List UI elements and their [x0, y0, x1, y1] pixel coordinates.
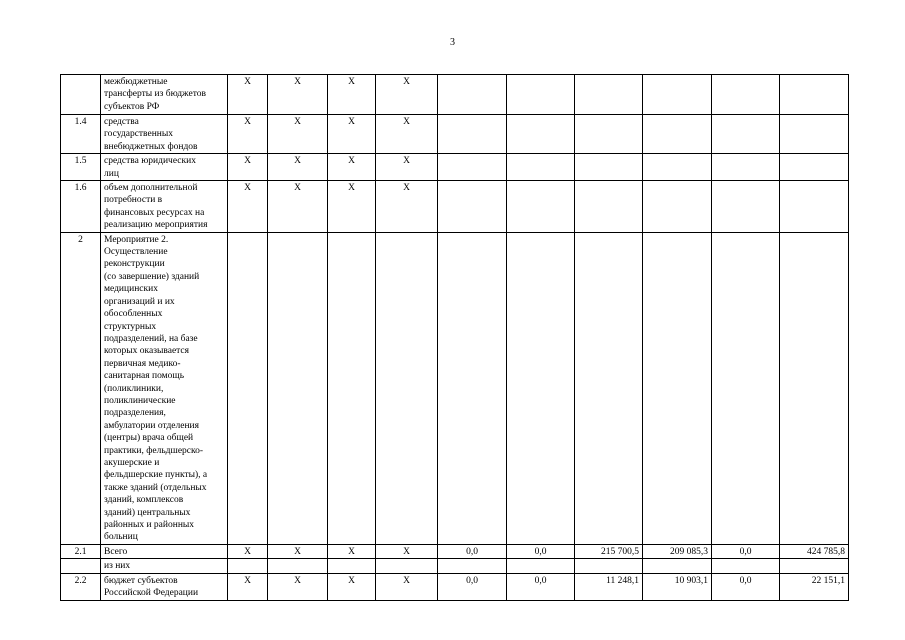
cell	[507, 115, 575, 154]
cell	[228, 232, 268, 544]
cell: X	[376, 181, 438, 233]
row-name: Мероприятие 2. Осуществление реконструкции (со завершение) зданий медицинских организаций и их обособленных структурных подразделений, на базе которых оказывается первичная медико- санитарная помощь (поликлиники, поликлинические подразделения, амбулатории отделения (центры) врача общей практики, фельдшерско- акушерские и фельдшерские пункты), а также зданий (отдельных зданий, комплексов зданий) центральных районных и районных больниц	[101, 232, 228, 544]
cell	[575, 75, 643, 115]
cell: X	[376, 154, 438, 181]
cell: 0,0	[438, 573, 507, 600]
cell: 22 151,1	[780, 573, 849, 600]
row-name: межбюджетные трансферты из бюджетов субъектов РФ	[101, 75, 228, 115]
cell	[507, 232, 575, 544]
cell	[575, 154, 643, 181]
page-number: 3	[450, 37, 455, 48]
table-row	[61, 573, 849, 600]
cell: X	[268, 544, 328, 558]
cell	[575, 181, 643, 233]
row-name: средства юридических лиц	[101, 154, 228, 181]
cell: X	[228, 154, 268, 181]
cell: X	[376, 573, 438, 600]
cell	[780, 232, 849, 544]
cell: X	[268, 115, 328, 154]
row-name: бюджет субъектов Российской Федерации	[101, 573, 228, 600]
row-number: 1.5	[61, 154, 101, 181]
cell	[712, 181, 780, 233]
cell	[328, 559, 376, 573]
cell	[643, 232, 712, 544]
cell: X	[328, 115, 376, 154]
cell	[575, 232, 643, 544]
table-row	[61, 232, 849, 544]
row-number: 1.6	[61, 181, 101, 233]
cell: X	[328, 544, 376, 558]
cell	[780, 559, 849, 573]
table-row	[61, 115, 849, 154]
cell	[643, 154, 712, 181]
cell	[507, 181, 575, 233]
cell	[438, 75, 507, 115]
row-name: из них	[101, 559, 228, 573]
cell: X	[228, 75, 268, 115]
row-number: 2.1	[61, 544, 101, 558]
cell: 0,0	[712, 544, 780, 558]
cell	[438, 559, 507, 573]
cell: X	[268, 154, 328, 181]
cell: 10 903,1	[643, 573, 712, 600]
cell	[712, 232, 780, 544]
cell	[228, 559, 268, 573]
cell	[643, 181, 712, 233]
cell	[438, 115, 507, 154]
cell	[507, 559, 575, 573]
cell	[712, 75, 780, 115]
cell	[438, 232, 507, 544]
cell: 209 085,3	[643, 544, 712, 558]
table-row	[61, 559, 849, 573]
row-name: Всего	[101, 544, 228, 558]
cell: X	[328, 75, 376, 115]
cell: X	[228, 573, 268, 600]
table-row	[61, 544, 849, 558]
cell	[376, 232, 438, 544]
cell	[575, 115, 643, 154]
financing-table	[60, 74, 849, 601]
cell: 0,0	[507, 544, 575, 558]
cell	[268, 232, 328, 544]
cell	[780, 115, 849, 154]
cell: X	[328, 573, 376, 600]
cell	[780, 154, 849, 181]
cell	[438, 154, 507, 181]
cell: X	[328, 154, 376, 181]
row-name: объем дополнительной потребности в финансовых ресурсах на реализацию мероприятия	[101, 181, 228, 233]
cell: X	[376, 115, 438, 154]
cell: 0,0	[507, 573, 575, 600]
row-number	[61, 559, 101, 573]
row-number: 1.4	[61, 115, 101, 154]
cell	[268, 559, 328, 573]
cell	[507, 75, 575, 115]
cell: 11 248,1	[575, 573, 643, 600]
cell	[328, 232, 376, 544]
cell	[643, 115, 712, 154]
cell: X	[268, 573, 328, 600]
cell	[507, 154, 575, 181]
cell	[575, 559, 643, 573]
cell	[643, 559, 712, 573]
cell: 0,0	[438, 544, 507, 558]
cell: 0,0	[712, 573, 780, 600]
table-row	[61, 75, 849, 115]
table-row	[61, 154, 849, 181]
row-name: средства государственных внебюджетных фондов	[101, 115, 228, 154]
cell: X	[328, 181, 376, 233]
row-number: 2.2	[61, 573, 101, 600]
cell: X	[228, 115, 268, 154]
row-number	[61, 75, 101, 115]
row-number: 2	[61, 232, 101, 544]
cell: X	[268, 181, 328, 233]
cell	[712, 559, 780, 573]
cell	[376, 559, 438, 573]
cell: 215 700,5	[575, 544, 643, 558]
cell	[712, 115, 780, 154]
cell: 424 785,8	[780, 544, 849, 558]
cell: X	[376, 75, 438, 115]
cell: X	[228, 544, 268, 558]
cell	[438, 181, 507, 233]
cell	[780, 181, 849, 233]
cell: X	[376, 544, 438, 558]
cell	[643, 75, 712, 115]
table-row	[61, 181, 849, 233]
cell: X	[228, 181, 268, 233]
cell: X	[268, 75, 328, 115]
cell	[780, 75, 849, 115]
cell	[712, 154, 780, 181]
